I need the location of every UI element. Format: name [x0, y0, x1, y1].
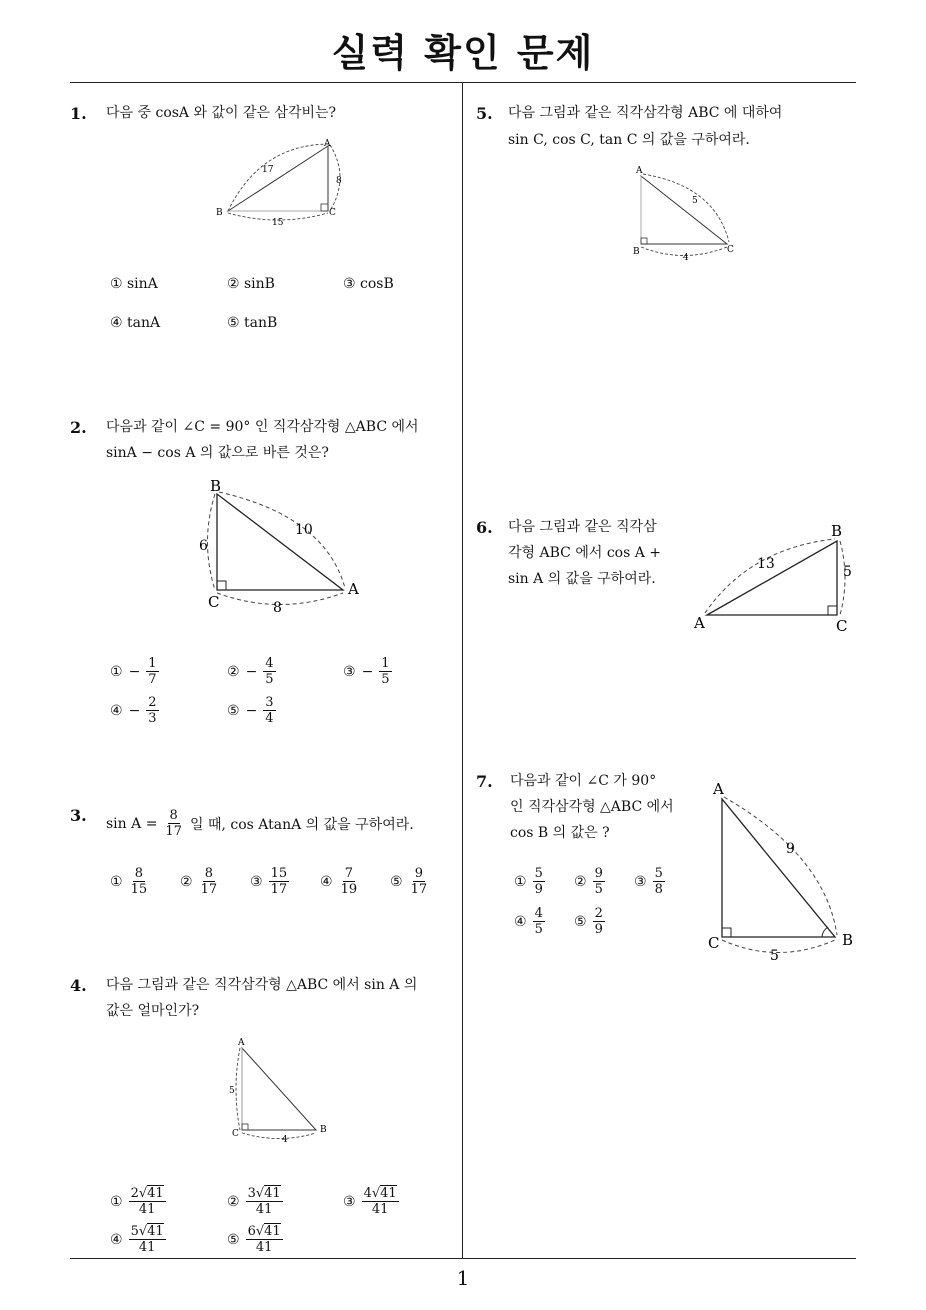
question-number: 1. — [70, 104, 87, 123]
question-number: 6. — [476, 518, 493, 537]
choice-3[interactable]: ③ − $\frac{1}{5}$ — [343, 656, 390, 687]
choice-1[interactable]: ① sinA — [110, 276, 158, 292]
side-length: 5 — [843, 564, 852, 580]
hypotenuse-length: 5 — [692, 196, 698, 206]
choice-2[interactable]: ② − $\frac{4}{5}$ — [227, 656, 274, 687]
choice-2[interactable]: ② $\frac{9}{5}$ — [574, 866, 603, 897]
question-text: 다음 중 cosA 와 값이 같은 삼각비는? — [106, 105, 337, 121]
choice-5[interactable]: ⑤ − $\frac{3}{4}$ — [227, 695, 274, 726]
side-length: 8 — [336, 176, 342, 186]
triangle-figure — [220, 1032, 340, 1147]
question-text-line2: sinA − cos A 의 값으로 바른 것은? — [106, 445, 329, 461]
choice-4[interactable]: ④ − $\frac{2}{3}$ — [110, 695, 157, 726]
choice-2[interactable]: ② $\frac{8}{17}$ — [180, 866, 218, 897]
vertex-b-label: B — [210, 477, 222, 495]
vertex-b-label: B — [320, 1125, 327, 1135]
base-length: 4 — [683, 253, 689, 263]
question-text: sin A = $\frac{8}{17}$ 일 때, cos AtanA 의 값을 구하여라. — [106, 808, 414, 839]
triangle-figure — [625, 160, 750, 265]
column-divider — [462, 82, 463, 1258]
hypotenuse-length: 10 — [295, 522, 313, 538]
question-number: 7. — [476, 772, 493, 791]
vertex-c-label: C — [708, 934, 720, 952]
choice-4[interactable]: ④ tanA — [110, 315, 161, 331]
choice-4[interactable]: ④ $\frac{7}{19}$ — [320, 866, 358, 897]
base-length: 4 — [282, 1135, 288, 1145]
vertex-b-label: B — [216, 208, 223, 218]
side-length: 5 — [229, 1086, 235, 1096]
choice-5[interactable]: ⑤ tanB — [227, 315, 278, 331]
question-text-line1: 다음 그림과 같은 직각삼각형 △ABC 에서 sin A 의 — [106, 977, 418, 993]
question-text-line1: 다음과 같이 ∠C = 90° 인 직각삼각형 △ABC 에서 — [106, 419, 419, 435]
question-number: 5. — [476, 104, 493, 123]
question-text-line1: 다음 그림과 같은 직각삼 — [508, 519, 657, 535]
question-text-line3: sin A 의 값을 구하여라. — [508, 571, 656, 587]
base-length: 15 — [272, 218, 284, 228]
choice-3[interactable]: ③ $\frac{4√41}{41}$ — [343, 1186, 397, 1217]
hypotenuse-length: 17 — [262, 165, 274, 175]
choice-1[interactable]: ① $\frac{8}{15}$ — [110, 866, 148, 897]
choice-1[interactable]: ① $\frac{5}{9}$ — [514, 866, 543, 897]
vertex-b-label: B — [633, 247, 640, 257]
choice-4[interactable]: ④ $\frac{5√41}{41}$ — [110, 1224, 164, 1255]
choice-5[interactable]: ⑤ $\frac{2}{9}$ — [574, 906, 603, 937]
question-number: 2. — [70, 418, 87, 437]
question-text-line2: 인 직각삼각형 △ABC 에서 — [510, 799, 674, 815]
vertex-a-label: A — [324, 139, 331, 149]
choice-1[interactable]: ① $\frac{2√41}{41}$ — [110, 1186, 164, 1217]
question-text-line1: 다음과 같이 ∠C 가 90° — [510, 773, 657, 789]
triangle-figure — [200, 135, 360, 230]
hypotenuse-length: 13 — [757, 556, 775, 572]
page-title: 실력 확인 문제 — [331, 31, 595, 75]
vertex-b-label: B — [831, 522, 843, 540]
question-number: 3. — [70, 806, 87, 825]
vertex-b-label: B — [842, 931, 854, 949]
question-text-line2: 각형 ABC 에서 cos A + — [508, 545, 662, 561]
question-text-line1: 다음 그림과 같은 직각삼각형 ABC 에 대하여 — [508, 105, 783, 121]
base-length: 8 — [273, 600, 282, 616]
vertex-c-label: C — [727, 245, 734, 255]
choice-1[interactable]: ① − $\frac{1}{7}$ — [110, 656, 157, 687]
page-number: 1 — [456, 1266, 470, 1290]
vertex-c-label: C — [232, 1129, 239, 1139]
hypotenuse-length: 9 — [786, 841, 795, 857]
side-length: 6 — [199, 538, 208, 554]
question-text-line3: cos B 의 값은 ? — [510, 825, 610, 841]
vertex-c-label: C — [836, 617, 848, 635]
triangle-figure — [195, 476, 370, 616]
vertex-a-label: A — [238, 1038, 245, 1048]
choice-5[interactable]: ⑤ $\frac{6√41}{41}$ — [227, 1224, 281, 1255]
question-number: 4. — [70, 976, 87, 995]
choice-2[interactable]: ② $\frac{3√41}{41}$ — [227, 1186, 281, 1217]
base-length: 5 — [770, 948, 779, 964]
vertex-c-label: C — [329, 208, 336, 218]
choice-3[interactable]: ③ $\frac{15}{17}$ — [250, 866, 288, 897]
choice-4[interactable]: ④ $\frac{4}{5}$ — [514, 906, 543, 937]
top-rule — [70, 82, 856, 83]
vertex-a-label: A — [713, 780, 724, 798]
bottom-rule — [70, 1258, 856, 1259]
question-text-line2: 값은 얼마인가? — [106, 1003, 200, 1019]
triangle-figure — [690, 520, 860, 635]
vertex-a-label: A — [694, 614, 705, 632]
vertex-a-label: A — [636, 166, 643, 176]
choice-5[interactable]: ⑤ $\frac{9}{17}$ — [390, 866, 428, 897]
choice-2[interactable]: ② sinB — [227, 276, 275, 292]
vertex-c-label: C — [208, 593, 220, 611]
question-text-line2: sin C, cos C, tan C 의 값을 구하여라. — [508, 132, 750, 148]
triangle-figure — [700, 775, 860, 965]
vertex-a-label: A — [348, 580, 359, 598]
choice-3[interactable]: ③ $\frac{5}{8}$ — [634, 866, 663, 897]
choice-3[interactable]: ③ cosB — [343, 276, 394, 292]
